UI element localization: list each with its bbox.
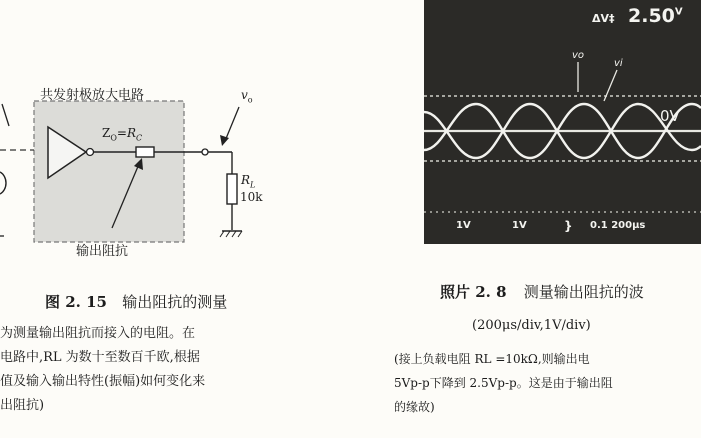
zero-volt-label: 0V xyxy=(660,107,680,125)
circuit-diagram xyxy=(0,0,320,250)
trace-label-vi: vi xyxy=(614,58,623,69)
vo-arrow-line xyxy=(225,107,239,141)
impedance-equals: =R xyxy=(116,126,136,140)
z-subscript: O xyxy=(110,133,117,143)
bottom-readout-marker: } xyxy=(564,219,573,233)
output-terminal xyxy=(202,149,208,155)
photo-settings: (200μs/div,1V/div) xyxy=(472,318,591,333)
photo-desc-line-2: 5Vp-p下降到 2.5Vp-p。这是由于输出阻 xyxy=(394,376,613,390)
figure-caption xyxy=(45,291,227,312)
ground-hatch-2 xyxy=(226,231,230,237)
ground-hatch xyxy=(220,231,224,237)
vo-subscript: o xyxy=(247,95,253,105)
vo-arrow-head xyxy=(220,135,229,146)
bottom-readout-time: 0.1 200μs xyxy=(590,220,646,231)
block-title: 共发射极放大电路 xyxy=(40,88,145,103)
photo-title: 测量输出阻抗的波 xyxy=(523,283,644,301)
figure-desc-line-1: 为测量输出阻抗而接入的电阻。在 xyxy=(0,326,196,341)
rc-subscript: C xyxy=(136,133,143,143)
source-arrow-stub xyxy=(2,104,9,126)
ground-hatch-3 xyxy=(232,231,236,237)
photo-desc-line-1: (接上负载电阻 RL =10kΩ,则输出电 xyxy=(394,352,590,366)
figure-desc-line-4: 出阻抗) xyxy=(0,398,45,413)
figure-desc-line-3: 值及输入输出特性(振幅)如何变化来 xyxy=(0,374,206,389)
load-label xyxy=(241,173,255,189)
bottom-readout-ch2: 1V xyxy=(512,220,527,231)
load-resistor xyxy=(227,174,237,204)
trace-label-vo: vo xyxy=(572,50,585,61)
rl-subscript: L xyxy=(250,180,256,190)
signal-source-symbol xyxy=(0,172,6,194)
impedance-label xyxy=(102,126,142,142)
figure-title: 输出阻抗的测量 xyxy=(122,293,228,311)
bottom-readout-ch1: 1V xyxy=(456,220,471,231)
callout-label: 输出阻抗 xyxy=(76,244,129,259)
vo-symbol: v xyxy=(241,88,248,102)
ground-hatch-4 xyxy=(238,231,242,237)
delta-v-label: ΔV‡ xyxy=(592,12,615,25)
inverter-bubble xyxy=(87,149,94,156)
voltage-value: 2.50 xyxy=(628,5,675,27)
voltage-readout xyxy=(628,5,683,27)
load-value: 10k xyxy=(240,190,263,204)
oscilloscope-photo xyxy=(424,0,701,244)
output-impedance-resistor xyxy=(136,147,154,157)
z-symbol: Z xyxy=(102,126,111,140)
voltage-unit: V xyxy=(674,6,683,18)
photo-caption xyxy=(440,281,644,302)
photo-number: 照片 2. 8 xyxy=(440,283,507,301)
figure-desc-line-2: 电路中,RL 为数十至数百千欧,根据 xyxy=(0,350,200,365)
photo-desc-line-3: 的缘故) xyxy=(394,400,435,414)
output-node-label xyxy=(241,88,253,104)
figure-number: 图 2. 15 xyxy=(45,293,107,311)
rl-symbol: R xyxy=(241,173,251,187)
